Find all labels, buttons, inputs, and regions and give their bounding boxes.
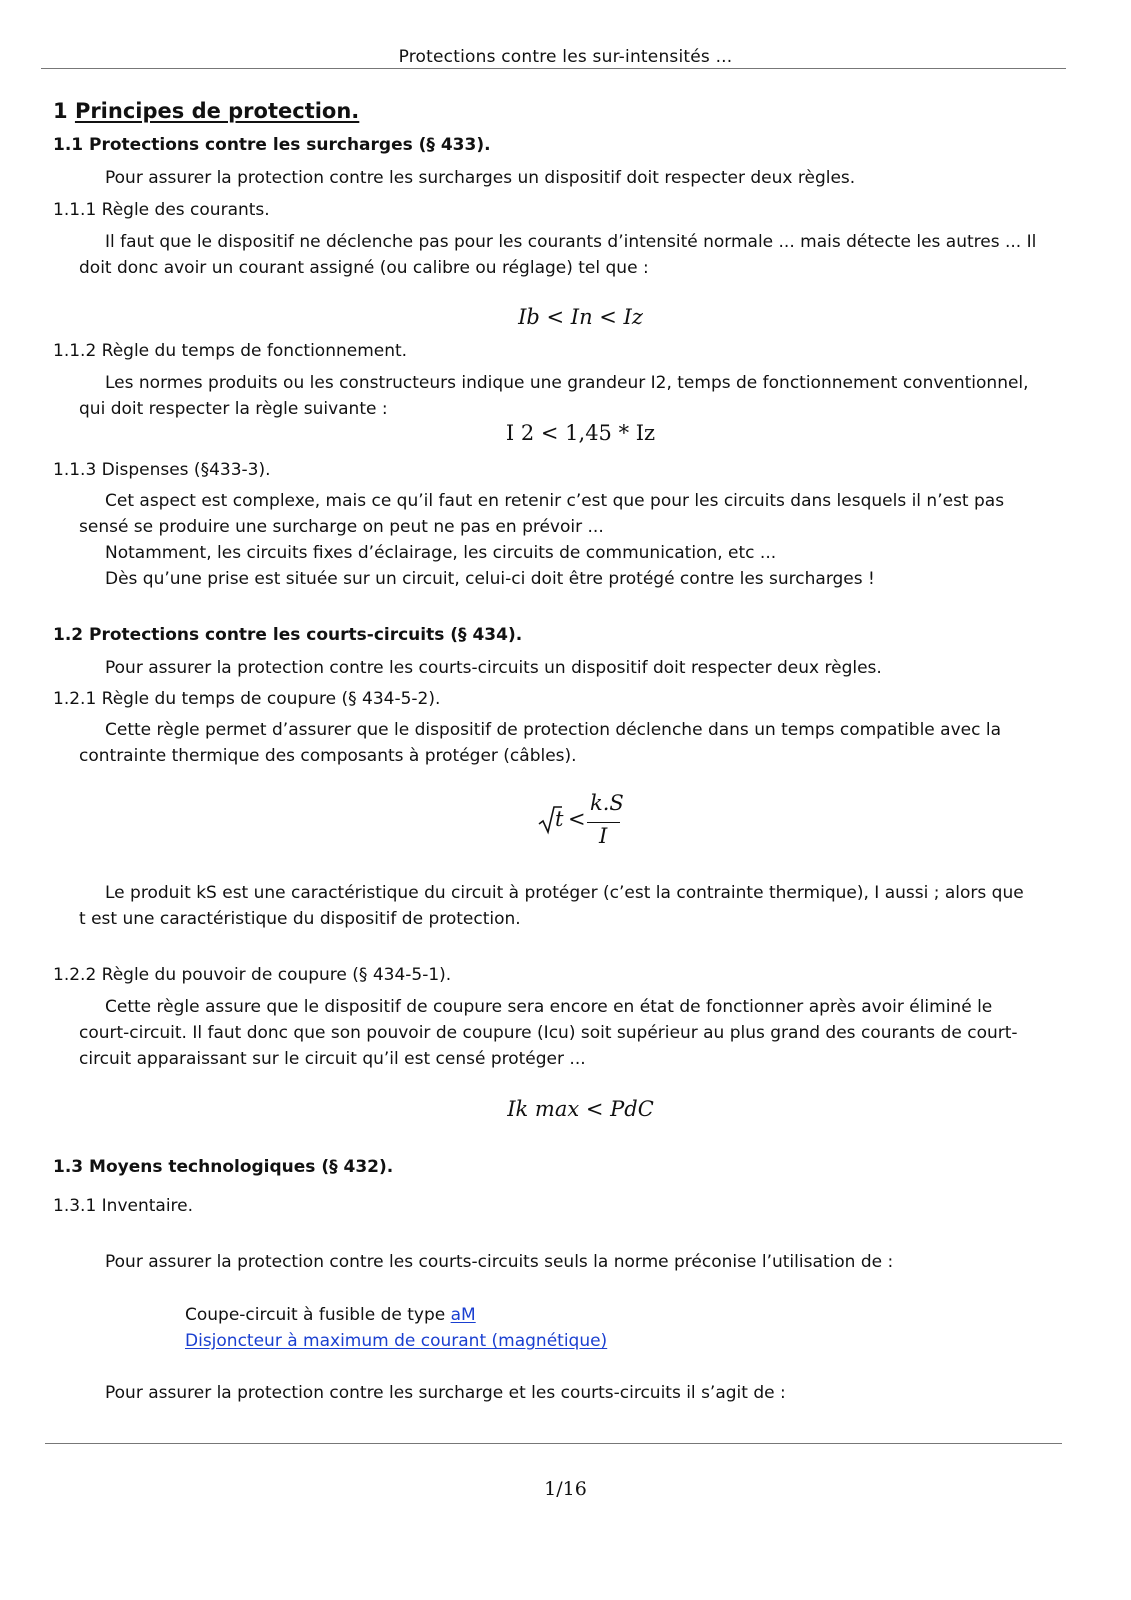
equation-sqrt-t-numerator: k.S (590, 791, 624, 815)
rule-1-2-1-line1: Cette règle permet d’assurer que le dispositif de protection déclenche dans un temps compatible avec la (105, 720, 1001, 740)
list-item-fuse (185, 1303, 476, 1327)
rule-1-2-2-text (79, 994, 1056, 1072)
rule-1-1-3-line1: Cet aspect est complexe, mais ce qu’il faut en retenir c’est que pour les circuits dans lesquels il n’est pas (105, 491, 1005, 511)
equation-sqrt-t (538, 793, 638, 853)
rule-1-2-2-heading: 1.2.2 Règle du pouvoir de coupure (§ 434-5-1). (53, 965, 452, 985)
rule-1-1-1-heading: 1.1.1 Règle des courants. (53, 200, 270, 220)
section-1-title: Principes de protection. (74, 99, 360, 123)
equation-i2-text: I 2 < 1,45 * Iz (505, 421, 656, 445)
equation-sqrt-t-radicand: t (555, 807, 564, 831)
section-1-3-1-intro: Pour assurer la protection contre les courts-circuits seuls la norme préconise l’utilisation de : (105, 1252, 894, 1272)
rule-1-2-1-line3: Le produit kS est une caractéristique du circuit à protéger (c’est la contrainte thermique), I aussi ; alors que (105, 883, 1024, 903)
rule-1-2-1-explanation (79, 880, 1056, 932)
section-1-3-1-outro: Pour assurer la protection contre les surcharge et les courts-circuits il s’agit de : (105, 1383, 786, 1403)
equation-ikmax-text: Ik max < PdC (507, 1097, 654, 1121)
rule-1-1-3-text (79, 488, 1056, 540)
equation-sqrt-t-denominator: I (599, 824, 608, 848)
page-number: 1/16 (544, 1478, 587, 1500)
rule-1-1-2-line1: Les normes produits ou les constructeurs indique une grandeur I2, temps de fonctionnement conventionnel, (105, 373, 1029, 393)
link-magnetic-breaker[interactable]: Disjoncteur à maximum de courant (magnétique) (185, 1331, 608, 1351)
rule-1-2-2-line3: circuit apparaissant sur le circuit qu’il est censé protéger ... (79, 1049, 586, 1069)
running-header: Protections contre les sur-intensités ... (398, 47, 733, 67)
section-1-3-heading: 1.3 Moyens technologiques (§ 432). (53, 1157, 394, 1177)
rule-1-1-1-text (79, 229, 1056, 281)
section-1-3-1-heading: 1.3.1 Inventaire. (53, 1196, 194, 1216)
rule-1-1-1-line2: doit donc avoir un courant assigné (ou calibre ou réglage) tel que : (79, 258, 649, 278)
section-1-2-intro: Pour assurer la protection contre les courts-circuits un dispositif doit respecter deux règles. (105, 658, 882, 678)
list-item-breaker (185, 1329, 607, 1353)
link-am[interactable]: aM (450, 1305, 476, 1325)
section-1-1-intro: Pour assurer la protection contre les surcharges un dispositif doit respecter deux règles. (105, 168, 856, 188)
equation-i2 (0, 421, 1131, 445)
footer-rule (45, 1443, 1062, 1444)
rule-1-2-1-line4: t est une caractéristique du dispositif de protection. (79, 909, 521, 929)
equation-ib-in-iz (0, 305, 1131, 329)
rule-1-1-3-line2: sensé se produire une surcharge on peut ne pas en prévoir ... (79, 517, 604, 537)
section-1-heading (53, 99, 359, 123)
section-1-2-heading: 1.2 Protections contre les courts-circuits (§ 434). (53, 625, 523, 645)
rule-1-1-2-line2: qui doit respecter la règle suivante : (79, 399, 388, 419)
rule-1-2-1-text (79, 717, 1056, 769)
equation-ib-in-iz-text: Ib < In < Iz (518, 305, 643, 329)
rule-1-2-1-heading: 1.2.1 Règle du temps de coupure (§ 434-5-2). (53, 689, 441, 709)
rule-1-1-3-line4: Dès qu’une prise est située sur un circuit, celui-ci doit être protégé contre les surcharges ! (105, 569, 875, 589)
rule-1-1-1-line1: Il faut que le dispositif ne déclenche pas pour les courants d’intensité normale ... mais détecte les autres ... Il (105, 232, 1037, 252)
rule-1-2-1-line2: contrainte thermique des composants à protéger (câbles). (79, 746, 577, 766)
header-rule (41, 68, 1066, 69)
equation-sqrt-t-operator: < (568, 807, 586, 831)
list-item-fuse-text: Coupe-circuit à fusible de type (185, 1305, 451, 1325)
rule-1-1-2-heading: 1.1.2 Règle du temps de fonctionnement. (53, 341, 408, 361)
rule-1-2-2-line2: court-circuit. Il faut donc que son pouvoir de coupure (Icu) soit supérieur au plus grand des courants de court- (79, 1023, 1018, 1043)
rule-1-1-3-heading: 1.1.3 Dispenses (§433-3). (53, 460, 271, 480)
fraction-bar (587, 822, 620, 823)
rule-1-2-2-line1: Cette règle assure que le dispositif de coupure sera encore en état de fonctionner après avoir éliminé le (105, 997, 993, 1017)
equation-ikmax (0, 1097, 1131, 1121)
rule-1-1-2-text (79, 370, 1056, 422)
section-1-1-heading: 1.1 Protections contre les surcharges (§ 433). (53, 135, 491, 155)
rule-1-1-3-line3: Notamment, les circuits fixes d’éclairage, les circuits de communication, etc ... (105, 543, 777, 563)
section-1-number: 1 (53, 99, 68, 123)
